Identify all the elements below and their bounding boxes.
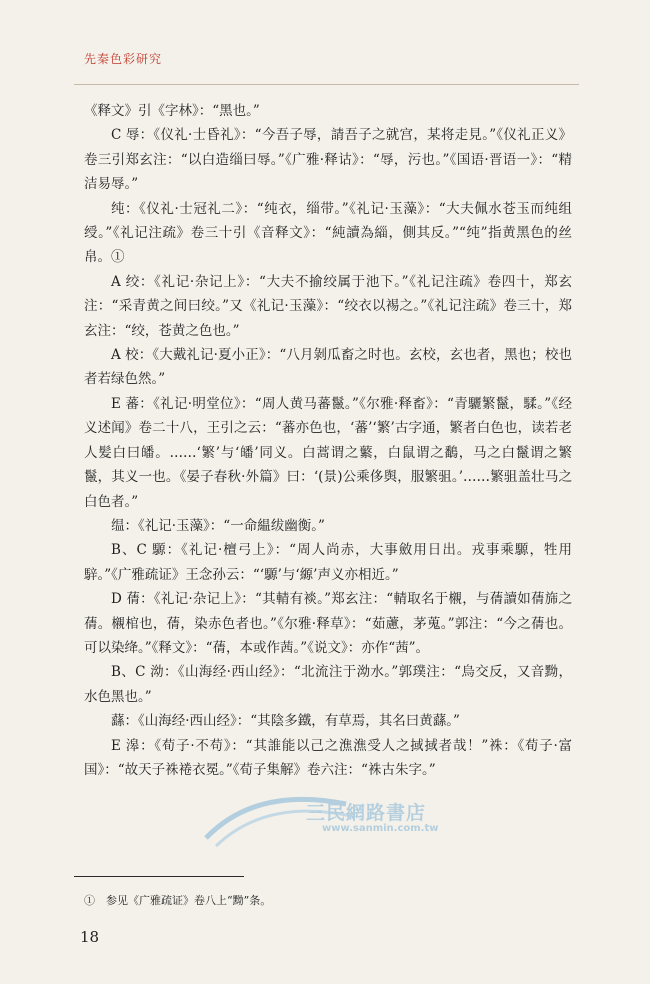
watermark-title: 三民網路書店 xyxy=(306,802,427,824)
paragraph: 缊：《礼记·玉藻》：“一命緼绂幽衡。” xyxy=(111,517,325,534)
footnote: ① 参见《广雅疏证》卷八上“黝”条。 xyxy=(84,894,272,907)
running-head: 先秦色彩研究 xyxy=(84,52,163,66)
paragraph: A 绞：《礼记·杂记上》：“大夫不揄绞属于池下。”《礼记注疏》卷四十，郑玄注：“采青黄之间曰绞。”又《礼记·玉藻》：“绞衣以裼之。”《礼记注疏》卷三十，郑玄注：“绞，苍黄之色也。” xyxy=(84,273,572,339)
paragraph: E 滜：《荀子·不苟》：“其誰能以己之潐潐受人之掝掝者哉！”袾：《荀子·富国》：“故天子袾裷衣冕。”《荀子集解》卷六注：“袾古朱字。” xyxy=(84,737,572,778)
paragraph: D 蒨：《礼记·杂记上》：“其輤有裧。”郑玄注：“輤取名于櫬，与蒨讀如蒨旆之蒨。櫬棺也，蒨，染赤色者也。”《尔雅·释草》：“茹藘，茅蒐。”郭注：“今之蒨也。可以染绛。”《释文》：“蒨，本或作茜。”《说文》：亦作“茜”。 xyxy=(84,591,572,656)
paragraph: 蘨：《山海经·西山经》：“其陰多鐵，有草焉，其名曰黄蘨。” xyxy=(111,713,460,730)
paragraph: B、C 騵：《礼记·檀弓上》：“周人尚赤，大事斂用日出。戎事乘騵，牲用騂。”《广雅疏证》王念孙云：“‘騵’与‘縓’声义亦相近。” xyxy=(84,542,572,583)
paragraph: C 辱：《仪礼·士昏礼》：“今吾子辱，請吾子之就宫，某将走見。”《仪礼正义》卷三引郑玄注：“以白造缁曰辱。”《广雅·释诂》：“辱，污也。”《国语·晋语一》：“精洁易辱。” xyxy=(84,127,572,193)
paragraph: A 校：《大戴礼记·夏小正》：“八月剝瓜畜之时也。玄校，玄也者，黑也；校也者若绿色然。” xyxy=(84,347,572,388)
paragraph: E 蕃：《礼记·明堂位》：“周人黄马蕃鬣。”《尔雅·释畜》：“青驪繁鬣，騥。”《经义述闻》卷二十八，王引之云：“蕃亦色也，‘蕃’‘繁’古字通，繁者白色也，读若老人髪白曰皤。……‘繁’与‘皤’同义。白蒿谓之蘩，白鼠谓之鷭，马之白鬣谓之繁鬣，其义一也。《晏子春秋·外篇》曰：‘(景)公乘侈舆，服繁驵。’……繁驵盖壮马之白色者。” xyxy=(84,395,572,510)
watermark xyxy=(196,790,496,850)
paragraph: 《释文》引《字林》：“黑也。” xyxy=(84,103,260,119)
body-text xyxy=(84,99,572,782)
paragraph: 纯：《仪礼·士冠礼二》：“纯衣，缁带。”《礼记·玉藻》：“大夫佩水苍玉而纯组绶。”《礼记注疏》卷三十引《音释文》：“純讀為緇，側其反。”“纯”指黄黑色的丝帛。① xyxy=(84,200,572,266)
watermark-url: www.sanmin.com.tw xyxy=(322,823,439,834)
header-rule xyxy=(74,84,579,85)
paragraph: B、C 泑：《山海经·西山经》：“北流注于泑水。”郭璞注：“烏交反，又音黝，水色黑也。” xyxy=(84,664,572,705)
page-number: 18 xyxy=(80,928,100,946)
footnote-rule xyxy=(74,876,244,877)
